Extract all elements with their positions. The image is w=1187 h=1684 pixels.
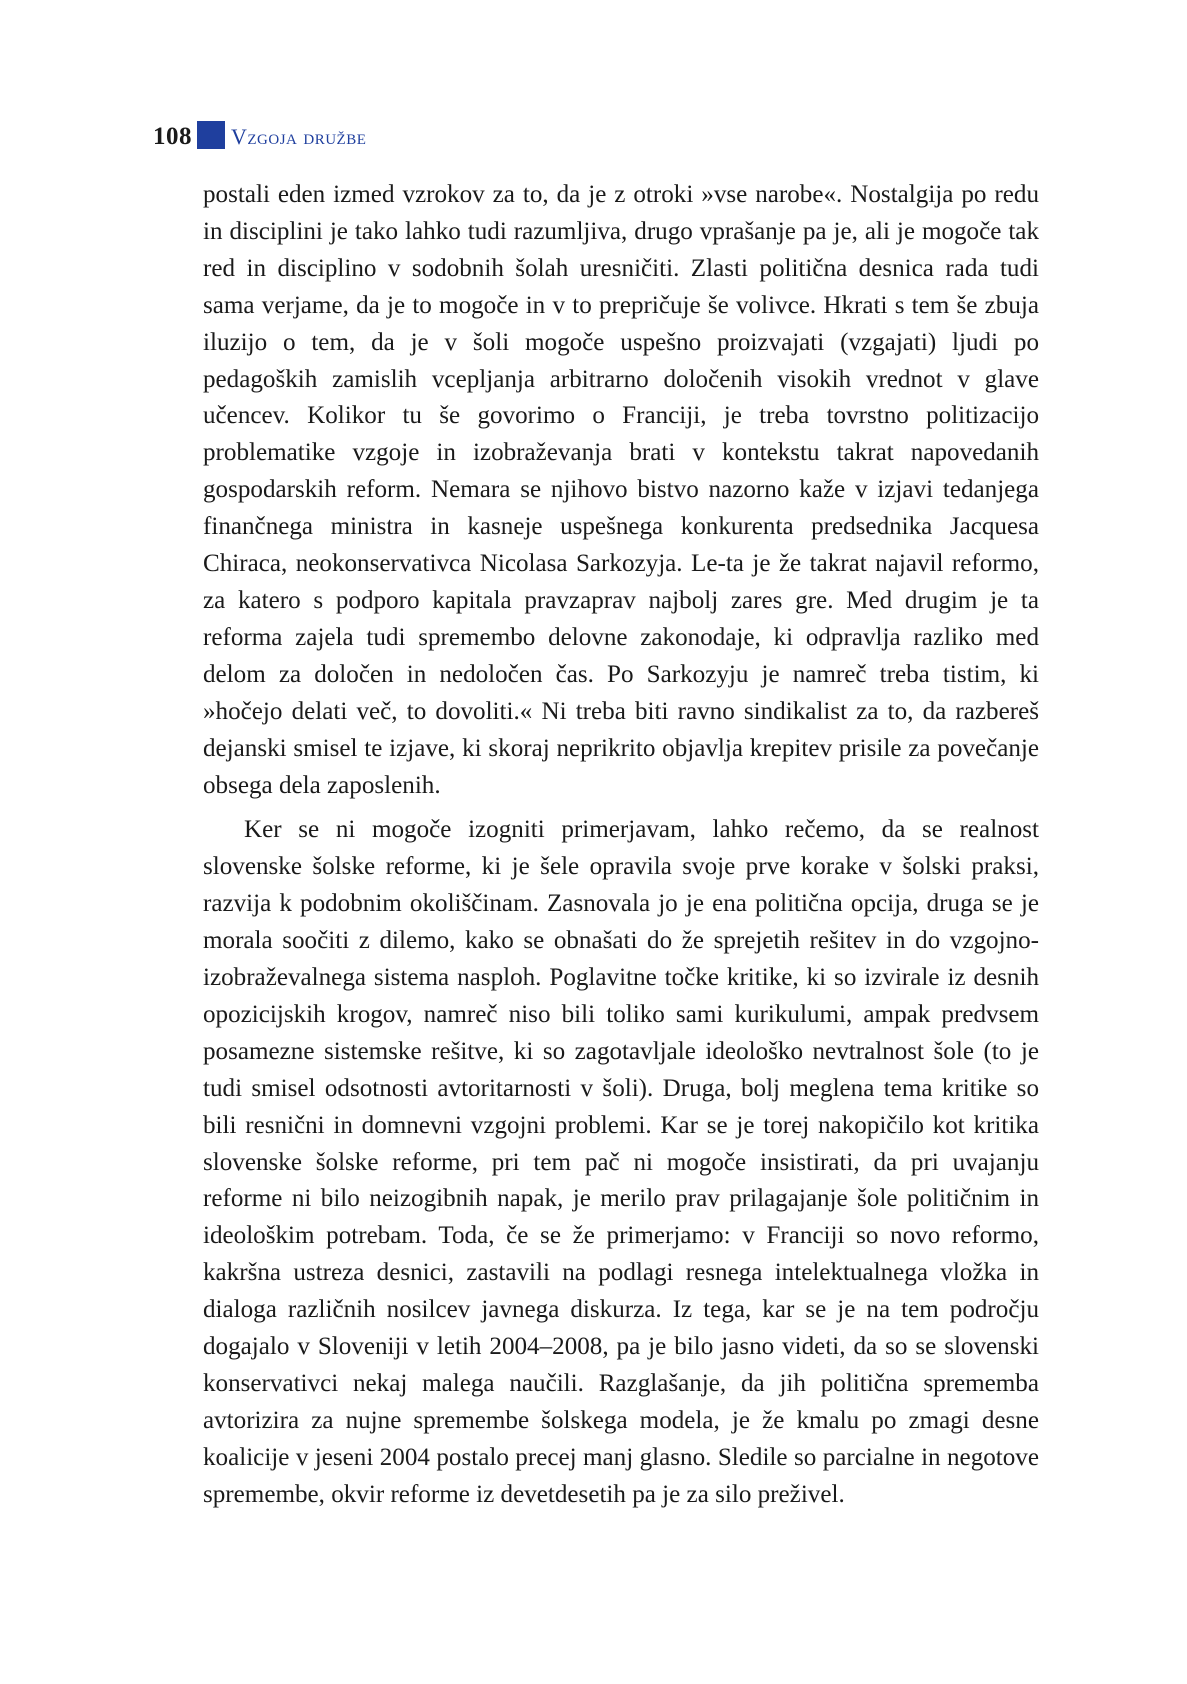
running-title: Vzgoja družbe xyxy=(231,124,367,149)
running-head xyxy=(153,122,366,152)
paragraph: Ker se ni mogoče izogniti primerjavam, lahko rečemo, da se realnost slovenske šolske reforme, ki je šele opravila svoje prve korake v šolski praksi, razvija k podobnim okoliščinam. Zasnovala jo je ena politična opcija, druga se je morala soočiti z dilemo, kako se obnašati do že sprejetih rešitev in do vzgojno-izobraževalnega sistema nasploh. Poglavitne točke kritike, ki so izvirale iz desnih opozicijskih krogov, namreč niso bili toliko sami kurikulumi, ampak predvsem posamezne sistemske rešitve, ki so zagotavljale ideološko nevtralnost šole (to je tudi smisel odsotnosti avtoritarnosti v šoli). Druga, bolj meglena tema kritike so bili resnični in domnevni vzgojni problemi. Kar se je torej nakopičilo kot kritika slovenske šolske reforme, pri tem pač ni mogoče insistirati, da pri uvajanju reforme ni bilo neizogibnih napak, je merilo prav prilagajanje šole političnim in ideološkim potrebam. Toda, če se že primerjamo: v Franciji so novo reformo, kakršna ustreza desnici, zastavili na podlagi resnega intelektualnega vložka in dialoga različnih nosilcev javnega diskurza. Iz tega, kar se je na tem področju dogajalo v Sloveniji v letih 2004–2008, pa je bilo jasno videti, da so se slovenski konservativci nekaj malega naučili. Razglašanje, da jih politična sprememba avtorizira za nujne spremembe šolskega modela, je že kmalu po zmagi desne koalicije v jeseni 2004 postalo precej manj glasno. Sledile so parcialne in negotove spremembe, okvir reforme iz devetdesetih pa je za silo preživel. xyxy=(203,816,1039,1508)
paragraph: postali eden izmed vzrokov za to, da je z otroki »vse narobe«. Nostalgija po redu in disciplini je tako lahko tudi razumljiva, drugo vprašanje pa je, ali je mogoče tak red in disciplino v sodobnih šolah uresničiti. Zlasti politična desnica rada tudi sama verjame, da je to mogoče in v to prepričuje še volivce. Hkrati s tem še zbuja iluzijo o tem, da je v šoli mogoče uspešno proizvajati (vzgajati) ljudi po pedagoških zamislih vcepljanja arbitrarno določenih visokih vrednot v glave učencev. Kolikor tu še govorimo o Franciji, je treba tovrstno politizacijo problematike vzgoje in izobraževanja brati v kontekstu takrat napovedanih gospodarskih reform. Nemara se njihovo bistvo nazorno kaže v izjavi tedanjega finančnega ministra in kasneje uspešnega konkurenta predsednika Jacquesa Chiraca, neokonservativca Nicolasa Sarkozyja. Le-ta je že takrat najavil reformo, za katero s podporo kapitala pravzaprav najbolj zares gre. Med drugim je ta reforma zajela tudi spremembo delovne zakonodaje, ki odpravlja razliko med delom za določen in nedoločen čas. Po Sarkozyju je namreč treba tistim, ki »hočejo delati več, to dovoliti.« Ni treba biti ravno sindikalist za to, da razbereš dejanski smisel te izjave, ki skoraj neprikrito objavlja krepitev prisile za povečanje obsega dela zaposlenih. xyxy=(203,181,1039,799)
body-text xyxy=(203,177,1039,1514)
running-head-square-ornament xyxy=(197,121,225,149)
page-number: 108 xyxy=(153,123,192,150)
